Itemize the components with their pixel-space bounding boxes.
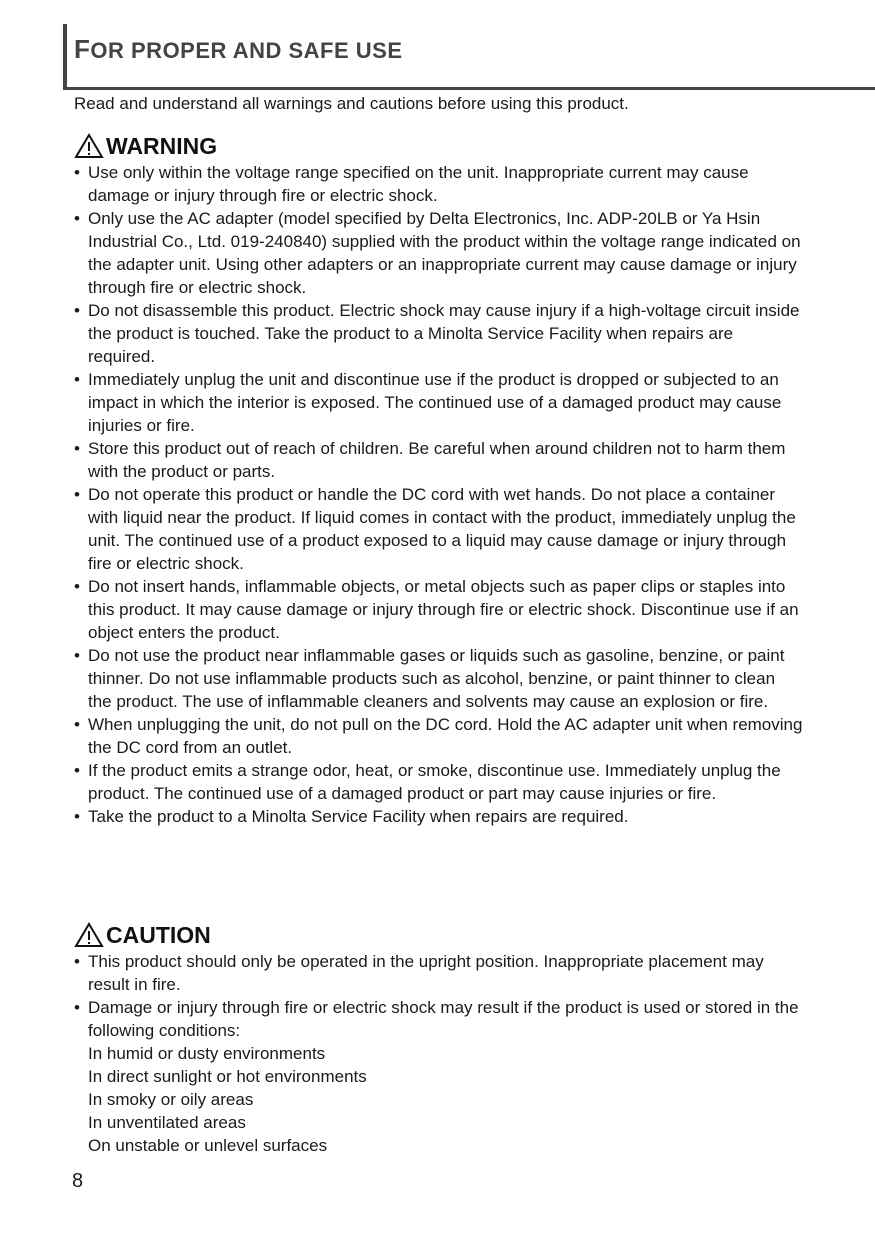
- list-item: [74, 759, 803, 805]
- bullet: •: [74, 646, 80, 665]
- item-text: Store this product out of reach of children. Be careful when around children not to harm them with the product or parts.: [88, 439, 786, 481]
- condition-item: In unventilated areas: [88, 1113, 246, 1132]
- bullet: •: [74, 761, 80, 780]
- bullet: •: [74, 301, 80, 320]
- warning-heading: [74, 131, 814, 161]
- bullet: •: [74, 998, 80, 1017]
- bullet: •: [74, 209, 80, 228]
- item-text: This product should only be operated in the upright position. Inappropriate placement may result in fire.: [88, 952, 764, 994]
- item-text: Do not operate this product or handle the DC cord with wet hands. Do not place a container with liquid near the product. If liquid comes in contact with the product, immediately unplug the unit. The continued use of a product exposed to a liquid may cause damage or injury through fire or electric shock.: [88, 485, 796, 573]
- list-item: [74, 950, 803, 996]
- caution-heading: [74, 920, 814, 950]
- caution-title: CAUTION: [106, 921, 211, 948]
- item-text: Use only within the voltage range specified on the unit. Inappropriate current may cause damage or injury through fire or electric shock.: [88, 163, 749, 205]
- list-item: [74, 644, 803, 713]
- list-item: [74, 483, 803, 575]
- bullet: •: [74, 163, 80, 182]
- bullet: •: [74, 952, 80, 971]
- bullet: •: [74, 439, 80, 458]
- header-bar: [63, 24, 67, 90]
- list-item: [74, 207, 803, 299]
- caution-list: [74, 950, 814, 1157]
- list-item: [74, 575, 803, 644]
- header-rule: [63, 87, 875, 90]
- title-initial: F: [74, 34, 91, 64]
- page-title: [74, 34, 403, 65]
- title-rest: OR PROPER AND SAFE USE: [90, 38, 403, 63]
- item-text: Do not insert hands, inflammable objects, or metal objects such as paper clips or staples into this product. It may cause damage or injury through fire or electric shock. Discontinue use if an object enters the product.: [88, 577, 799, 642]
- item-text: Take the product to a Minolta Service Facility when repairs are required.: [88, 807, 629, 826]
- bullet: •: [74, 807, 80, 826]
- list-item: [74, 368, 803, 437]
- list-item: [74, 713, 803, 759]
- list-item: [74, 161, 803, 207]
- bullet: •: [74, 715, 80, 734]
- page-number: 8: [72, 1170, 84, 1192]
- caution-section: [74, 920, 814, 1157]
- bullet: •: [74, 485, 80, 504]
- bullet: •: [74, 370, 80, 389]
- item-text: If the product emits a strange odor, heat, or smoke, discontinue use. Immediately unplug the product. The continued use of a damaged product or part may cause injuries or fire.: [88, 761, 781, 803]
- list-item: [74, 437, 803, 483]
- caution-triangle-icon: [74, 922, 104, 948]
- bullet: •: [74, 577, 80, 596]
- condition-item: On unstable or unlevel surfaces: [88, 1136, 328, 1155]
- item-text: Damage or injury through fire or electric shock may result if the product is used or stored in the following conditions:: [88, 998, 799, 1040]
- condition-item: In smoky or oily areas: [88, 1090, 254, 1109]
- item-text: When unplugging the unit, do not pull on the DC cord. Hold the AC adapter unit when removing the DC cord from an outlet.: [88, 715, 803, 757]
- warning-title: WARNING: [106, 132, 218, 159]
- list-item: [74, 299, 803, 368]
- item-text: Do not use the product near inflammable gases or liquids such as gasoline, benzine, or paint thinner. Do not use inflammable products such as alcohol, benzine, or paint thinner to clean the product. The use of inflammable cleaners and solvents may cause an explosion or fire.: [88, 646, 785, 711]
- list-item: [74, 805, 803, 828]
- intro-text: Read and understand all warnings and cautions before using this product.: [74, 94, 629, 113]
- condition-item: In direct sunlight or hot environments: [88, 1067, 367, 1086]
- warning-triangle-icon: [74, 133, 104, 159]
- list-item: [74, 996, 803, 1157]
- item-text: Do not disassemble this product. Electric shock may cause injury if a high-voltage circuit inside the product is touched. Take the product to a Minolta Service Facility when repairs are required.: [88, 301, 800, 366]
- item-text: Immediately unplug the unit and discontinue use if the product is dropped or subjected to an impact in which the interior is exposed. The continued use of a damaged product may cause injuries or fire.: [88, 370, 782, 435]
- condition-item: In humid or dusty environments: [88, 1044, 326, 1063]
- warning-list: [74, 161, 814, 828]
- warning-section: [74, 131, 814, 828]
- item-text: Only use the AC adapter (model specified by Delta Electronics, Inc. ADP-20LB or Ya Hsin Industrial Co., Ltd. 019-240840) supplied with the product within the voltage range indicated on the adapter unit. Using other adapters or an inappropriate current may cause damage or injury through fire or electric shock.: [88, 209, 801, 297]
